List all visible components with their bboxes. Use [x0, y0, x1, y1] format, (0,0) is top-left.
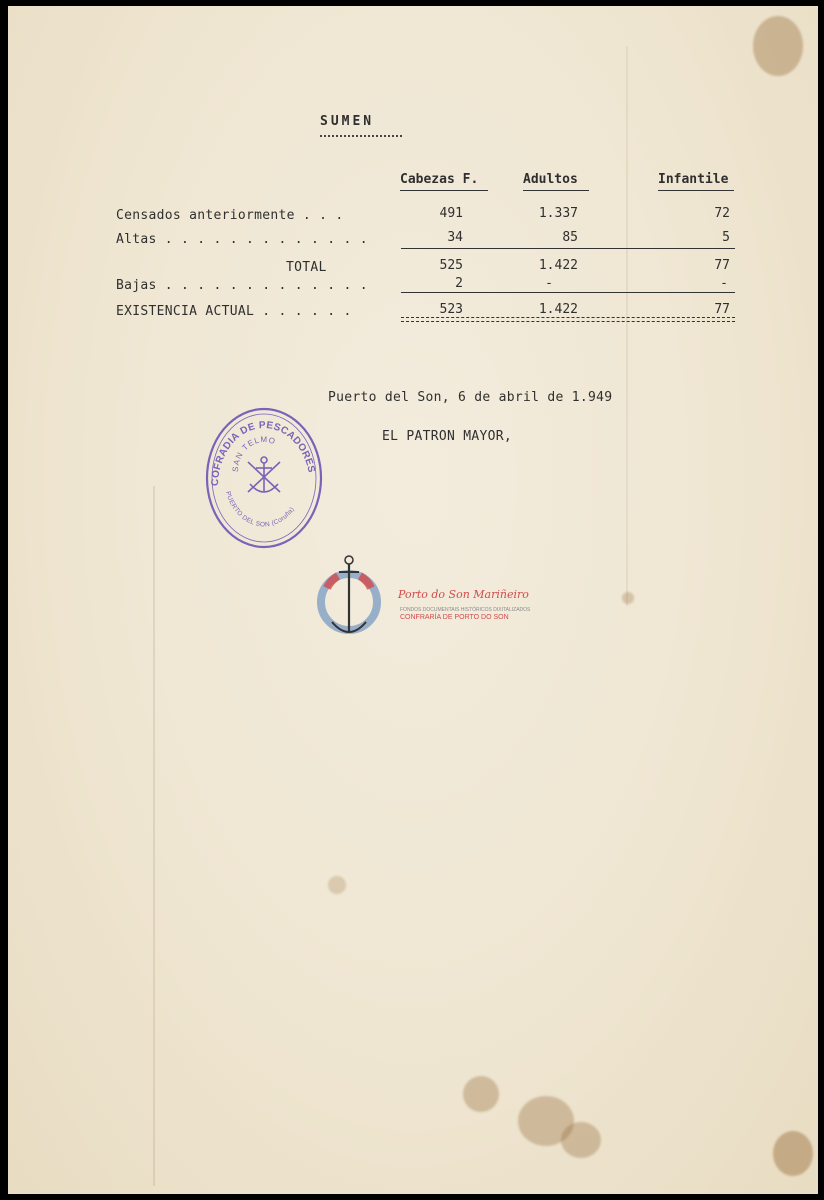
paper-stain	[773, 1131, 813, 1176]
cell-censados-adultos: 1.337	[538, 206, 578, 221]
row-label-total: TOTAL	[286, 260, 327, 275]
column-header-underline	[400, 190, 488, 191]
row-label-bajas: Bajas . . . . . . . . . . . . .	[116, 278, 368, 293]
cell-altas-cabezas: 34	[447, 230, 463, 245]
archive-watermark	[314, 552, 531, 644]
paper-stain	[561, 1122, 601, 1158]
paper-stain	[463, 1076, 499, 1112]
cell-total-cabezas: 525	[439, 258, 463, 273]
cell-censados-cabezas: 491	[439, 206, 463, 221]
heading-underline	[320, 135, 402, 137]
cell-bajas-cabezas: 2	[455, 276, 463, 291]
watermark-subtitle: FONDOS DOCUMENTAIS HISTÓRICOS DIXITALIZADOS	[400, 607, 531, 613]
cofradia-stamp	[204, 406, 324, 550]
cell-total-adultos: 1.422	[538, 258, 578, 273]
paper-fold	[626, 46, 628, 606]
watermark-title: Porto do Son Mariñeiro	[398, 588, 529, 601]
cell-existencia-adultos: 1.422	[538, 302, 578, 317]
grand-total-double-rule	[401, 317, 735, 322]
subtotal-rule	[401, 248, 735, 249]
row-label-censados: Censados anteriormente . . .	[116, 208, 344, 223]
document-heading: SUMEN	[320, 114, 375, 129]
column-header-underline	[523, 190, 589, 191]
paper-stain	[328, 876, 346, 894]
column-header-infantiles: Infantile	[658, 172, 729, 187]
cell-existencia-cabezas: 523	[439, 302, 463, 317]
lifebuoy-anchor-icon	[314, 552, 384, 644]
paper-stain	[753, 16, 803, 76]
paper-fold	[153, 486, 155, 1186]
row-label-existencia: EXISTENCIA ACTUAL . . . . . .	[116, 304, 352, 319]
column-header-adultos: Adultos	[523, 172, 578, 187]
cell-altas-infantiles: 5	[722, 230, 730, 245]
column-header-underline	[658, 190, 734, 191]
row-label-altas: Altas . . . . . . . . . . . . .	[116, 232, 368, 247]
cell-altas-adultos: 85	[562, 230, 578, 245]
paper-stain	[622, 592, 634, 604]
place-date: Puerto del Son, 6 de abril de 1.949	[328, 390, 613, 405]
subtotal-rule	[401, 292, 735, 293]
stamp-outer-text: COFRADIA DE PESCADORES	[209, 419, 317, 487]
stamp-inner-text: SAN TELMO	[230, 434, 278, 473]
cell-total-infantiles: 77	[714, 258, 730, 273]
document-page	[8, 6, 818, 1194]
stamp-bottom-text: PUERTO DEL SON (Coruña)	[224, 490, 297, 529]
column-header-cabezas: Cabezas F.	[400, 172, 479, 187]
cell-existencia-infantiles: 77	[714, 302, 730, 317]
cell-bajas-adultos: -	[545, 276, 553, 291]
cell-censados-infantiles: 72	[714, 206, 730, 221]
anchor-icon	[248, 457, 280, 492]
signatory-title: EL PATRON MAYOR,	[382, 429, 513, 444]
watermark-org: CONFRARÍA DE PORTO DO SON	[400, 614, 509, 621]
cell-bajas-infantiles: -	[720, 276, 728, 291]
